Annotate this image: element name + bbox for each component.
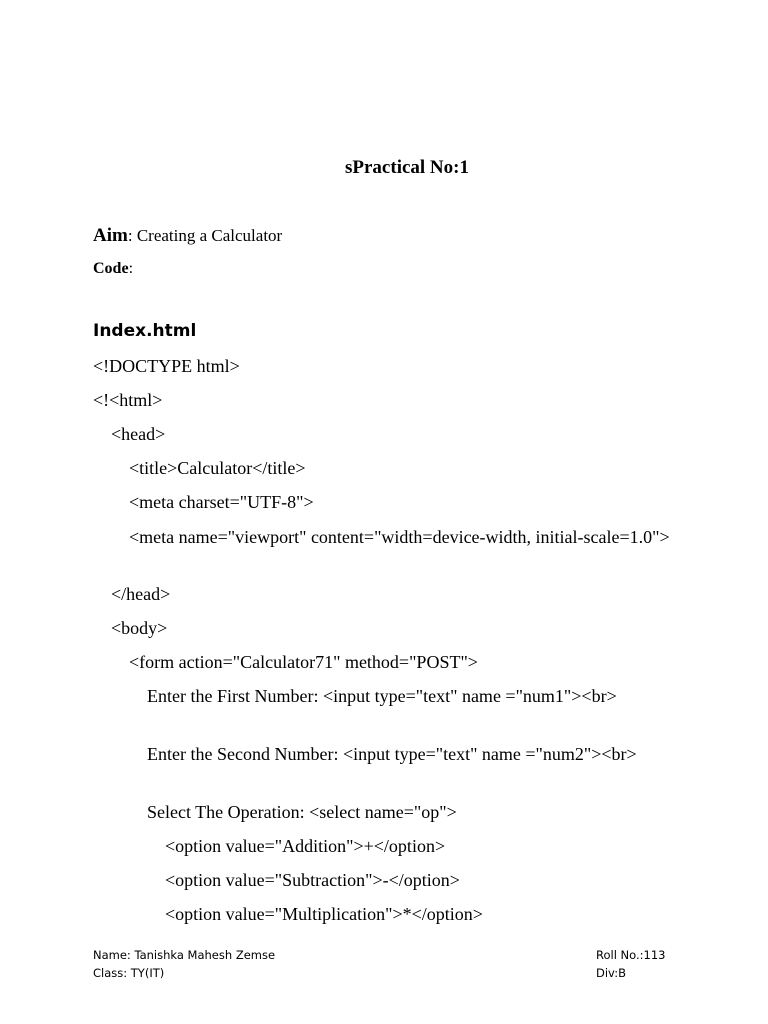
code-line: <head>: [93, 424, 166, 444]
code-line: <option value="Multiplication">*</option>: [93, 904, 483, 924]
code-separator: :: [128, 260, 134, 277]
aim-label: Aim: [93, 225, 128, 246]
footer-division: Div:B: [596, 966, 626, 980]
code-line: <option value="Subtraction">-</option>: [93, 870, 460, 890]
file-heading: Index.html: [93, 321, 197, 341]
code-line: <option value="Addition">+</option>: [93, 836, 446, 856]
code-line: <meta name="viewport" content="width=device-width, initial-scale=1.0">: [93, 527, 670, 547]
code-label: Code: [93, 260, 129, 277]
aim-line: [93, 225, 282, 247]
code-line: <body>: [93, 618, 168, 638]
code-line: </head>: [93, 584, 171, 604]
footer-name: Name: Tanishka Mahesh Zemse: [93, 948, 276, 962]
footer-class: Class: TY(IT): [93, 966, 165, 980]
code-line: <!DOCTYPE html>: [93, 356, 240, 376]
code-line: Select The Operation: <select name="op">: [93, 802, 457, 822]
aim-separator: :: [127, 226, 133, 245]
code-line: <title>Calculator</title>: [93, 458, 306, 478]
footer-roll-number: Roll No.:113: [596, 948, 666, 962]
code-line: Enter the Second Number: <input type="text" name ="num2"><br>: [93, 744, 637, 764]
page-title: sPractical No:1: [345, 157, 469, 178]
code-line: <!<html>: [93, 390, 163, 410]
code-line: <meta charset="UTF-8">: [93, 492, 314, 512]
aim-text: Creating a Calculator: [132, 226, 283, 245]
code-line: Enter the First Number: <input type="text" name ="num1"><br>: [93, 686, 617, 706]
code-line: <form action="Calculator71" method="POST">: [93, 652, 478, 672]
code-label-line: [93, 260, 133, 278]
